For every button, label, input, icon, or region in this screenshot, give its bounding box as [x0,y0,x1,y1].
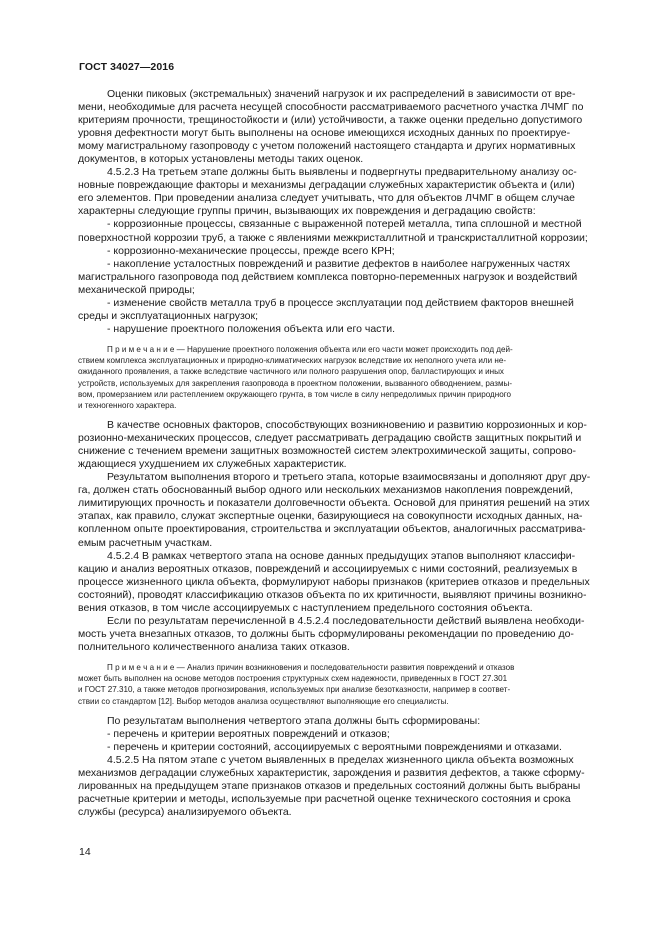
paragraph: 4.5.2.5 На пятом этапе с учетом выявленных в пределах жизненного цикла объекта возможных механизмов деградации служебных характеристик, зарождения и развития дефектов, а также сформу- лированных на предыдущем этапе признаков отказов и предельных состояний должны быть выбраны расчетные критерии и методы, используемые при расчетной оценке технического состояния и срока службы (ресурса) анализируемого объекта. [78,753,585,819]
list-item: - коррозионные процессы, связанные с выраженной потерей металла, типа сплошной и местной поверхностной коррозии труб, а также с явлениями межкристаллитной и транскристаллитной коррозии; [78,218,588,244]
document-body [78,88,613,819]
list-item: - накопление усталостных повреждений и развитие дефектов в наиболее нагруженных частях магистрального газопровода под действием комплекса повторно-переменных нагрузок и воздействий механической природы; [78,257,578,296]
paragraph: Оценки пиковых (экстремальных) значений нагрузок и их распределений в зависимости от вре- мени, необходимые для расчета несущей способности рассматриваемого расчетного участка ЛЧМГ по критериям прочности, трещиностойкости и (или) устойчивости, а также оценки предельно допустимого уровня дефектности могут быть выполнены на основе имеющихся исходных данных по проектируе- мому магистральному газопроводу с учетом положений настоящего стандарта и других нормативных документов, в которых установлены методы таких оценок. [78,88,584,166]
list-item: - нарушение проектного положения объекта или его части. [107,322,396,335]
note: П р и м е ч а н и е — Анализ причин возникновения и последовательности развития повреждений и отказов может быть выполнен на основе методов построения структурных схем надежности, приведенных в ГОСТ 27.301 и ГОСТ 27.310, а также методов прогнозирования, используемых при анализе безотказности, например в соответ- ствии со стандартом [12]. Выбор методов анализа осуществляют выполняющие его специалисты. [78,662,515,706]
list-item: - перечень и критерии вероятных повреждений и отказов; [107,727,390,740]
list-item: - изменение свойств металла труб в процессе эксплуатации под действием факторов внешней среды и эксплуатационных нагрузок; [78,296,574,322]
paragraph: 4.5.2.3 На третьем этапе должны быть выявлены и подвергнуты предварительному анализу ос- новные повреждающие факторы и механизмы деградации служебных характеристик объекта и (или) его элементов. При проведении анализа следует учитывать, что для объектов ЛЧМГ в общем случае характерны следующие группы причин, вызывающих их повреждения и деградацию свойств: [78,166,577,218]
document-header: ГОСТ 34027—2016 [79,61,175,73]
paragraph: Результатом выполнения второго и третьего этапа, которые взаимосвязаны и дополняют друг дру- га, должен стать обоснованный выбор одного или нескольких механизмов накопления повреждений, лимитирующих прочность и показатели долговечности объекта. Основой для принятия решений на этих этапах, как правило, служат экспертные оценки, базирующиеся на совокупности исходных данных, на- копленном опыте проектирования, строительства и эксплуатации объектов, аналогичных рассматрива- емым расчетным участкам. [78,471,591,549]
page-number: 14 [79,846,91,858]
paragraph: 4.5.2.4 В рамках четвертого этапа на основе данных предыдущих этапов выполняют классифи- кацию и анализ вероятных отказов, повреждений и ассоциируемых с ними состояний, реализуемых в процессе жизненного цикла объекта, формулируют наборы признаков (критериев отказов и предельных состояний), проводят классификацию отказов объекта по их критичности, выявляют причины возникно- вения отказов, в том числе ассоциируемых с наступлением предельного состояния объекта. [78,549,590,614]
paragraph: В качестве основных факторов, способствующих возникновению и развитию коррозионных и кор- розионно-механических процессов, следует рассматривать деградацию свойств защитных покрытий и снижение с течением времени защитных возможностей систем электрохимической защиты, сопрово- ждающиеся ухудшением их служебных характеристик. [78,419,587,471]
list-item: - перечень и критерии состояний, ассоциируемых с вероятными повреждениями и отказами. [107,740,562,753]
paragraph: По результатам выполнения четвертого этапа должны быть сформированы: [107,714,481,727]
note: П р и м е ч а н и е — Нарушение проектного положения объекта или его части может происходить под дей- ствием комплекса эксплуатационных и природно-климатических нагрузок вследствие их неполного учета или не- ожиданного проявления, а также вследствие частичного или полного разрушения опор, балластирующих и иных устройств, используемых для закрепления газопровода в проектном положении, вызванного обводнением, размы- вом, промерзанием или растеплением окружающего грунта, в том числе в силу непредолимых причин природного и техногенного характера. [78,344,513,410]
paragraph: Если по результатам перечисленной в 4.5.2.4 последовательности действий выявлена необходи- мость учета внезапных отказов, то должны быть сформулированы рекомендации по проведению до- полнительного количественного анализа таких отказов. [78,614,585,653]
list-item: - коррозионно-механические процессы, прежде всего КРН; [107,244,395,257]
